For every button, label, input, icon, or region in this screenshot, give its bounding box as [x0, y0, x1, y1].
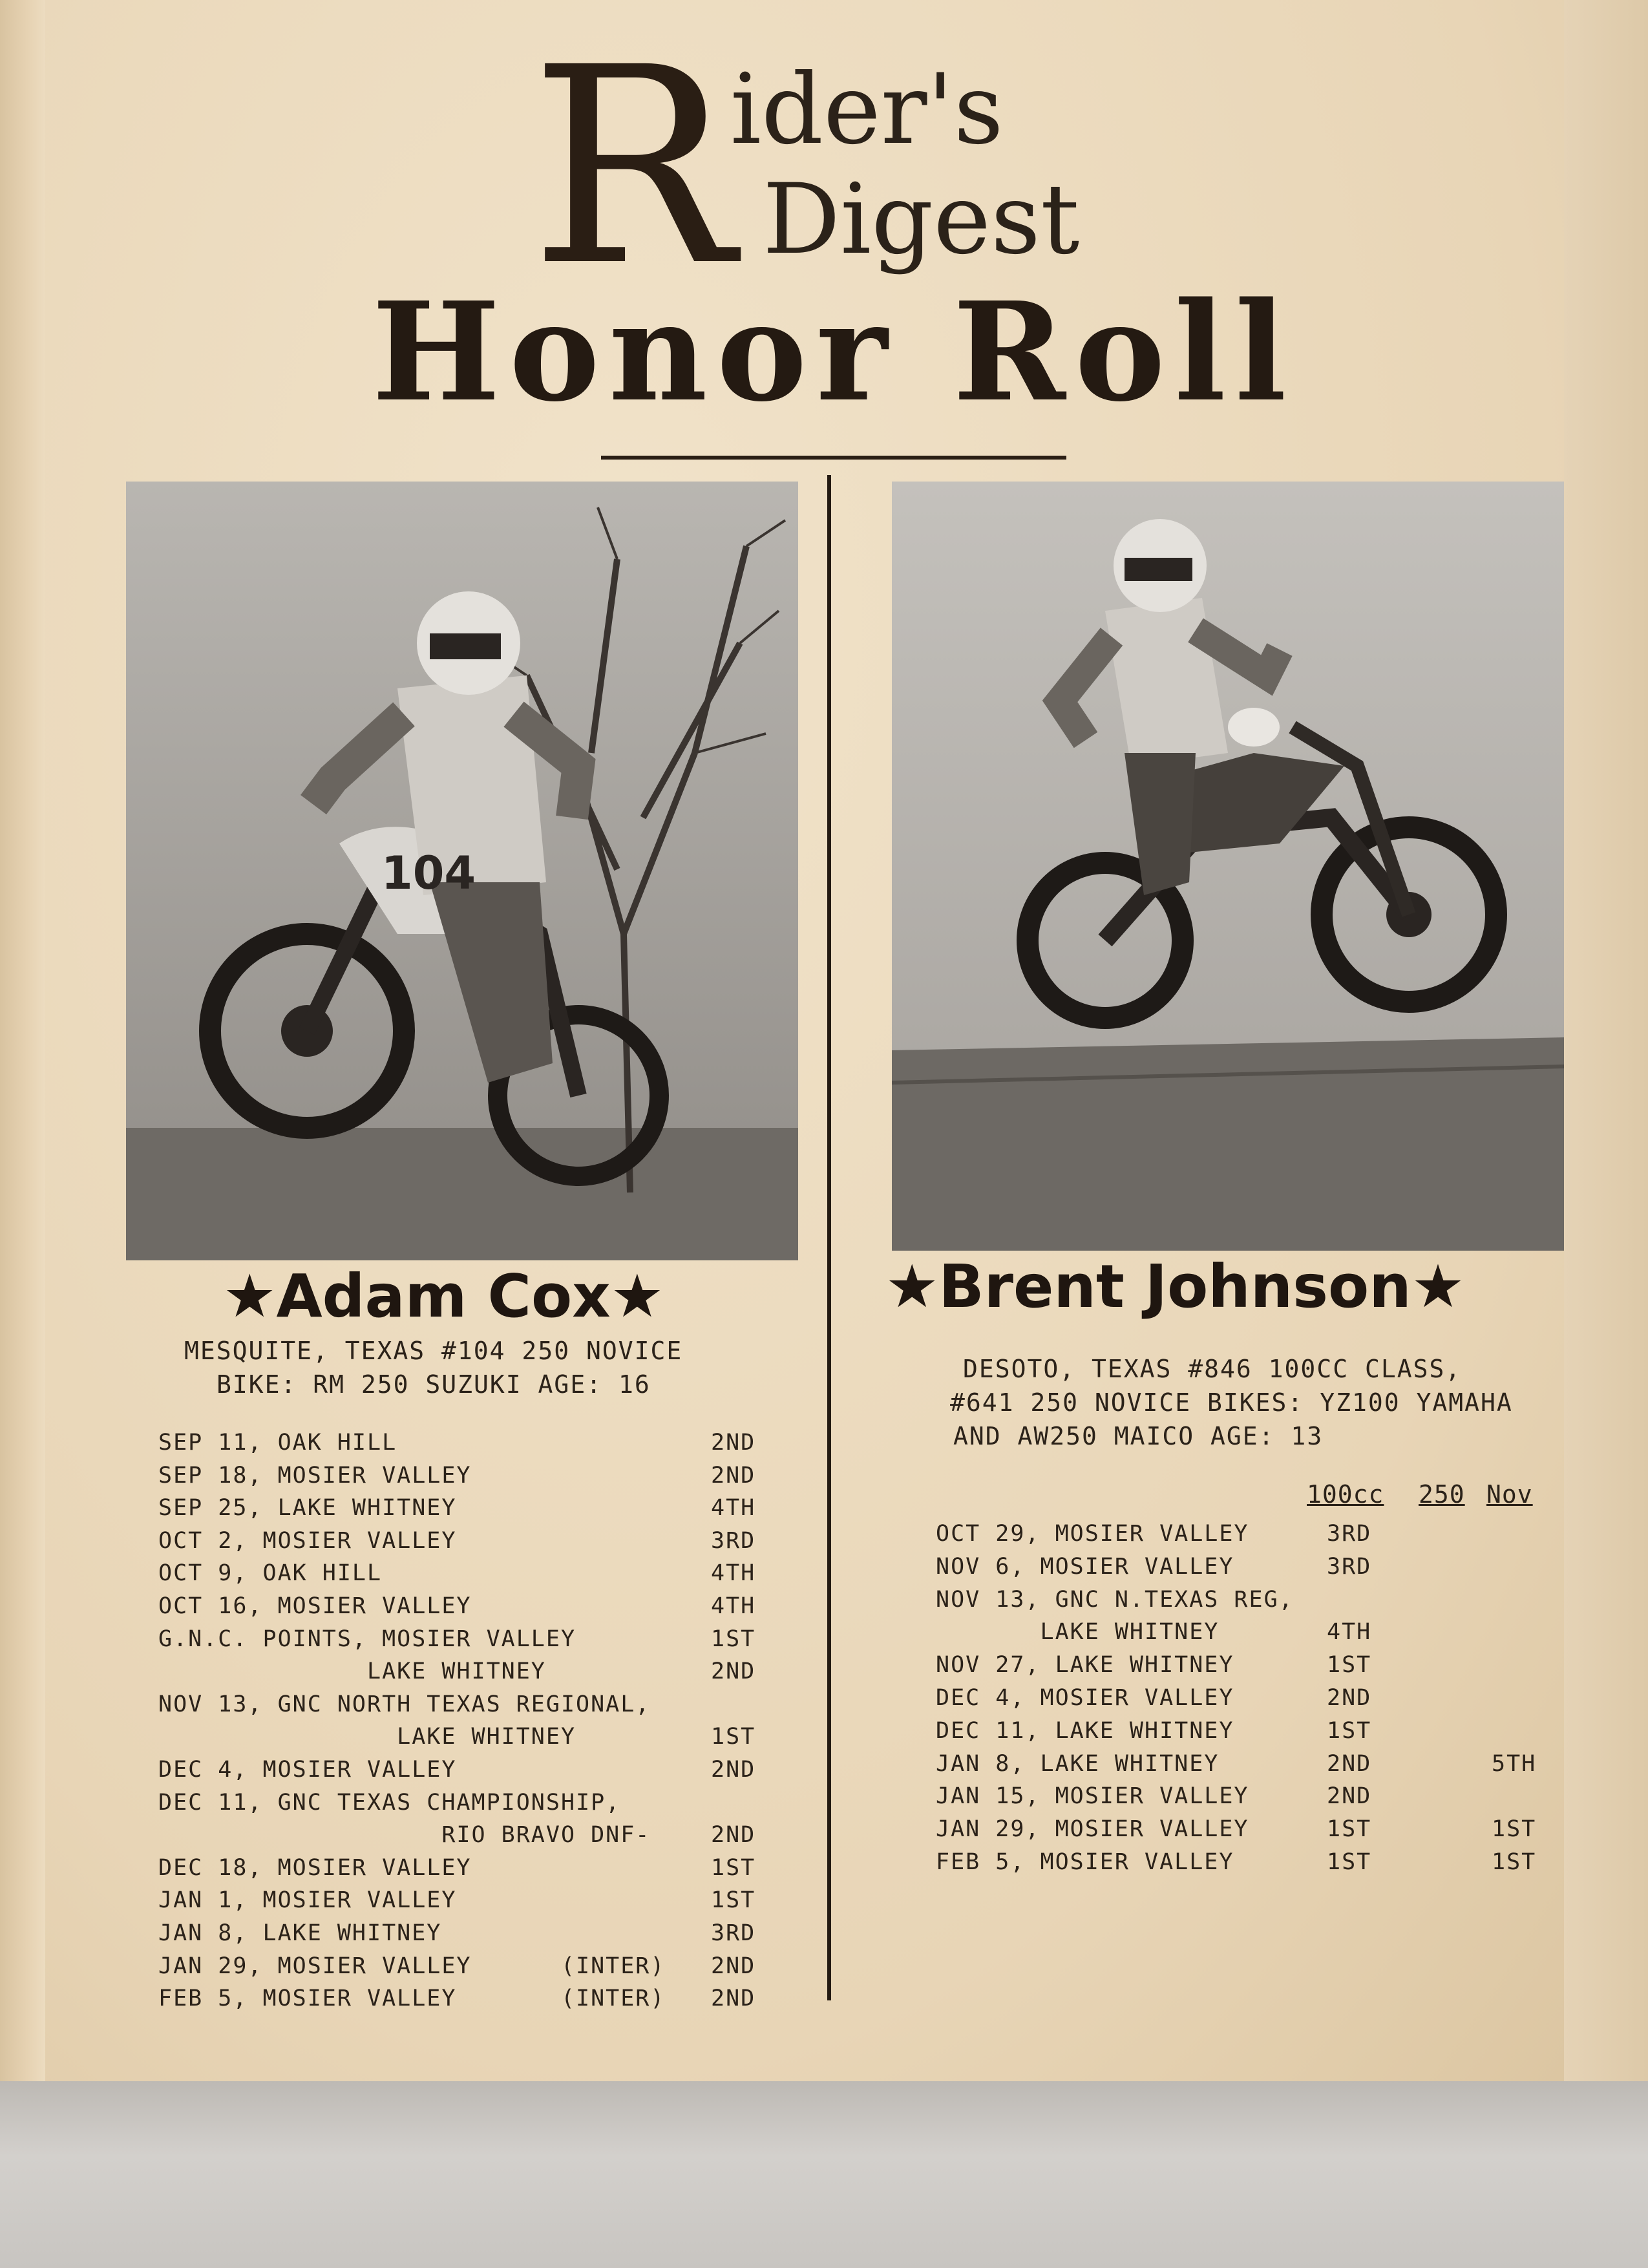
- result-row: [936, 1619, 1550, 1651]
- column-header-nov: Nov: [1486, 1480, 1533, 1509]
- rider-info-line1: DESOTO, TEXAS #846 100CC CLASS,: [963, 1355, 1462, 1383]
- rider-name-brent-johnson: ★Brent Johnson★: [885, 1252, 1465, 1321]
- result-row: [936, 1685, 1550, 1717]
- title-digest: Digest: [763, 164, 1080, 276]
- result-row: [158, 1691, 772, 1724]
- result-place: 2ND: [711, 1822, 756, 1849]
- result-place: 1ST: [711, 1626, 756, 1652]
- result-row: [936, 1521, 1550, 1553]
- result-event: LAKE WHITNEY: [936, 1619, 1220, 1646]
- result-place-100cc: 1ST: [1327, 1816, 1372, 1843]
- result-place: 4TH: [711, 1560, 756, 1587]
- result-event: JAN 1, MOSIER VALLEY: [158, 1887, 457, 1914]
- result-event: G.N.C. POINTS, MOSIER VALLEY: [158, 1626, 576, 1652]
- result-row: [936, 1849, 1550, 1881]
- result-row: [158, 1495, 772, 1527]
- result-place: 2ND: [711, 1430, 756, 1456]
- result-place-100cc: 1ST: [1327, 1849, 1372, 1875]
- result-place: 2ND: [711, 1757, 756, 1783]
- result-place-250: 1ST: [1492, 1849, 1537, 1875]
- page-edge: [1564, 0, 1648, 2081]
- result-place-100cc: 2ND: [1327, 1783, 1372, 1810]
- result-row: [158, 1593, 772, 1626]
- title-underline: [601, 456, 1066, 460]
- motocross-rider-jump-photo: [892, 482, 1564, 1251]
- result-row: [158, 1463, 772, 1495]
- title-riders: ider's: [730, 54, 1004, 166]
- column-header-100cc: 100cc: [1307, 1480, 1384, 1509]
- result-event: JAN 15, MOSIER VALLEY: [936, 1783, 1249, 1810]
- rider-info-line1: MESQUITE, TEXAS #104 250 NOVICE: [184, 1337, 683, 1365]
- result-row: [936, 1718, 1550, 1750]
- result-event: SEP 11, OAK HILL: [158, 1430, 397, 1456]
- result-event: FEB 5, MOSIER VALLEY (INTER): [158, 1986, 666, 2012]
- result-row: [158, 1953, 772, 1986]
- result-event: NOV 27, LAKE WHITNEY: [936, 1652, 1234, 1679]
- result-row: [158, 1757, 772, 1789]
- rider-info-line3: AND AW250 MAICO AGE: 13: [953, 1422, 1324, 1450]
- result-row: [158, 1790, 772, 1822]
- result-place: 2ND: [711, 1953, 756, 1979]
- result-place: 2ND: [711, 1986, 756, 2012]
- result-event: JAN 8, LAKE WHITNEY: [936, 1750, 1220, 1777]
- result-event: SEP 18, MOSIER VALLEY: [158, 1462, 472, 1489]
- result-row: [158, 1626, 772, 1659]
- result-place-100cc: 4TH: [1327, 1619, 1372, 1646]
- result-place: 3RD: [711, 1527, 756, 1554]
- result-place: 1ST: [711, 1854, 756, 1881]
- result-place: 2ND: [711, 1659, 756, 1685]
- rider-info-line2: #641 250 NOVICE BIKES: YZ100 YAMAHA: [950, 1388, 1513, 1417]
- svg-text:104: 104: [381, 847, 476, 900]
- result-row: [158, 1528, 772, 1560]
- motocross-rider-104-photo: [126, 482, 798, 1260]
- result-place-100cc: 3RD: [1327, 1521, 1372, 1547]
- result-event: NOV 13, GNC N.TEXAS REG,: [936, 1586, 1294, 1613]
- result-row: [158, 1724, 772, 1756]
- rider-photo-adam-cox: [126, 482, 798, 1260]
- result-row: [936, 1816, 1550, 1849]
- result-row: [936, 1652, 1550, 1684]
- result-event: DEC 4, MOSIER VALLEY: [936, 1685, 1234, 1711]
- result-place-100cc: 1ST: [1327, 1652, 1372, 1679]
- result-place-250: 5TH: [1492, 1750, 1537, 1777]
- result-event: DEC 11, LAKE WHITNEY: [936, 1717, 1234, 1744]
- result-row: [158, 1986, 772, 2018]
- result-event: JAN 8, LAKE WHITNEY: [158, 1920, 442, 1946]
- result-row: [158, 1855, 772, 1887]
- rider-photo-brent-johnson: [892, 482, 1564, 1251]
- page-title: Honor Roll: [372, 272, 1296, 432]
- result-place: 4TH: [711, 1593, 756, 1619]
- result-place-100cc: 1ST: [1327, 1717, 1372, 1744]
- result-event: NOV 13, GNC NORTH TEXAS REGIONAL,: [158, 1691, 651, 1717]
- result-event: SEP 25, LAKE WHITNEY: [158, 1495, 457, 1521]
- scanner-background: [0, 2081, 1648, 2268]
- result-event: OCT 29, MOSIER VALLEY: [936, 1521, 1249, 1547]
- result-event: RIO BRAVO DNF-: [158, 1822, 651, 1849]
- result-place: 4TH: [711, 1495, 756, 1521]
- title-initial: R: [530, 10, 735, 326]
- result-event: LAKE WHITNEY: [158, 1659, 546, 1685]
- result-row: [158, 1560, 772, 1593]
- result-row: [936, 1783, 1550, 1816]
- rider-name-adam-cox: ★Adam Cox★: [223, 1262, 664, 1331]
- result-place: 3RD: [711, 1920, 756, 1946]
- result-row: [936, 1554, 1550, 1586]
- result-event: DEC 11, GNC TEXAS CHAMPIONSHIP,: [158, 1789, 621, 1816]
- result-event: LAKE WHITNEY: [158, 1724, 576, 1750]
- result-event: JAN 29, MOSIER VALLEY (INTER): [158, 1953, 666, 1979]
- result-event: OCT 16, MOSIER VALLEY: [158, 1593, 472, 1619]
- result-place: 1ST: [711, 1887, 756, 1914]
- result-place: 2ND: [711, 1462, 756, 1489]
- result-place-100cc: 2ND: [1327, 1750, 1372, 1777]
- column-divider: [827, 475, 831, 2000]
- result-event: FEB 5, MOSIER VALLEY: [936, 1849, 1234, 1875]
- result-place-250: 1ST: [1492, 1816, 1537, 1843]
- result-row: [158, 1430, 772, 1462]
- result-row: [158, 1659, 772, 1691]
- result-place-100cc: 2ND: [1327, 1685, 1372, 1711]
- page-spine: [0, 0, 45, 2081]
- result-place-100cc: 3RD: [1327, 1553, 1372, 1580]
- column-header-250: 250: [1419, 1480, 1465, 1509]
- result-event: DEC 18, MOSIER VALLEY: [158, 1854, 472, 1881]
- result-row: [158, 1920, 772, 1953]
- result-row: [936, 1587, 1550, 1619]
- result-event: OCT 9, OAK HILL: [158, 1560, 383, 1587]
- result-row: [158, 1822, 772, 1854]
- result-event: DEC 4, MOSIER VALLEY: [158, 1757, 457, 1783]
- rider-info-line2: BIKE: RM 250 SUZUKI AGE: 16: [217, 1370, 651, 1399]
- result-event: JAN 29, MOSIER VALLEY: [936, 1816, 1249, 1843]
- result-event: OCT 2, MOSIER VALLEY: [158, 1527, 457, 1554]
- result-place: 1ST: [711, 1724, 756, 1750]
- result-event: NOV 6, MOSIER VALLEY: [936, 1553, 1234, 1580]
- result-row: [936, 1751, 1550, 1783]
- result-row: [158, 1887, 772, 1920]
